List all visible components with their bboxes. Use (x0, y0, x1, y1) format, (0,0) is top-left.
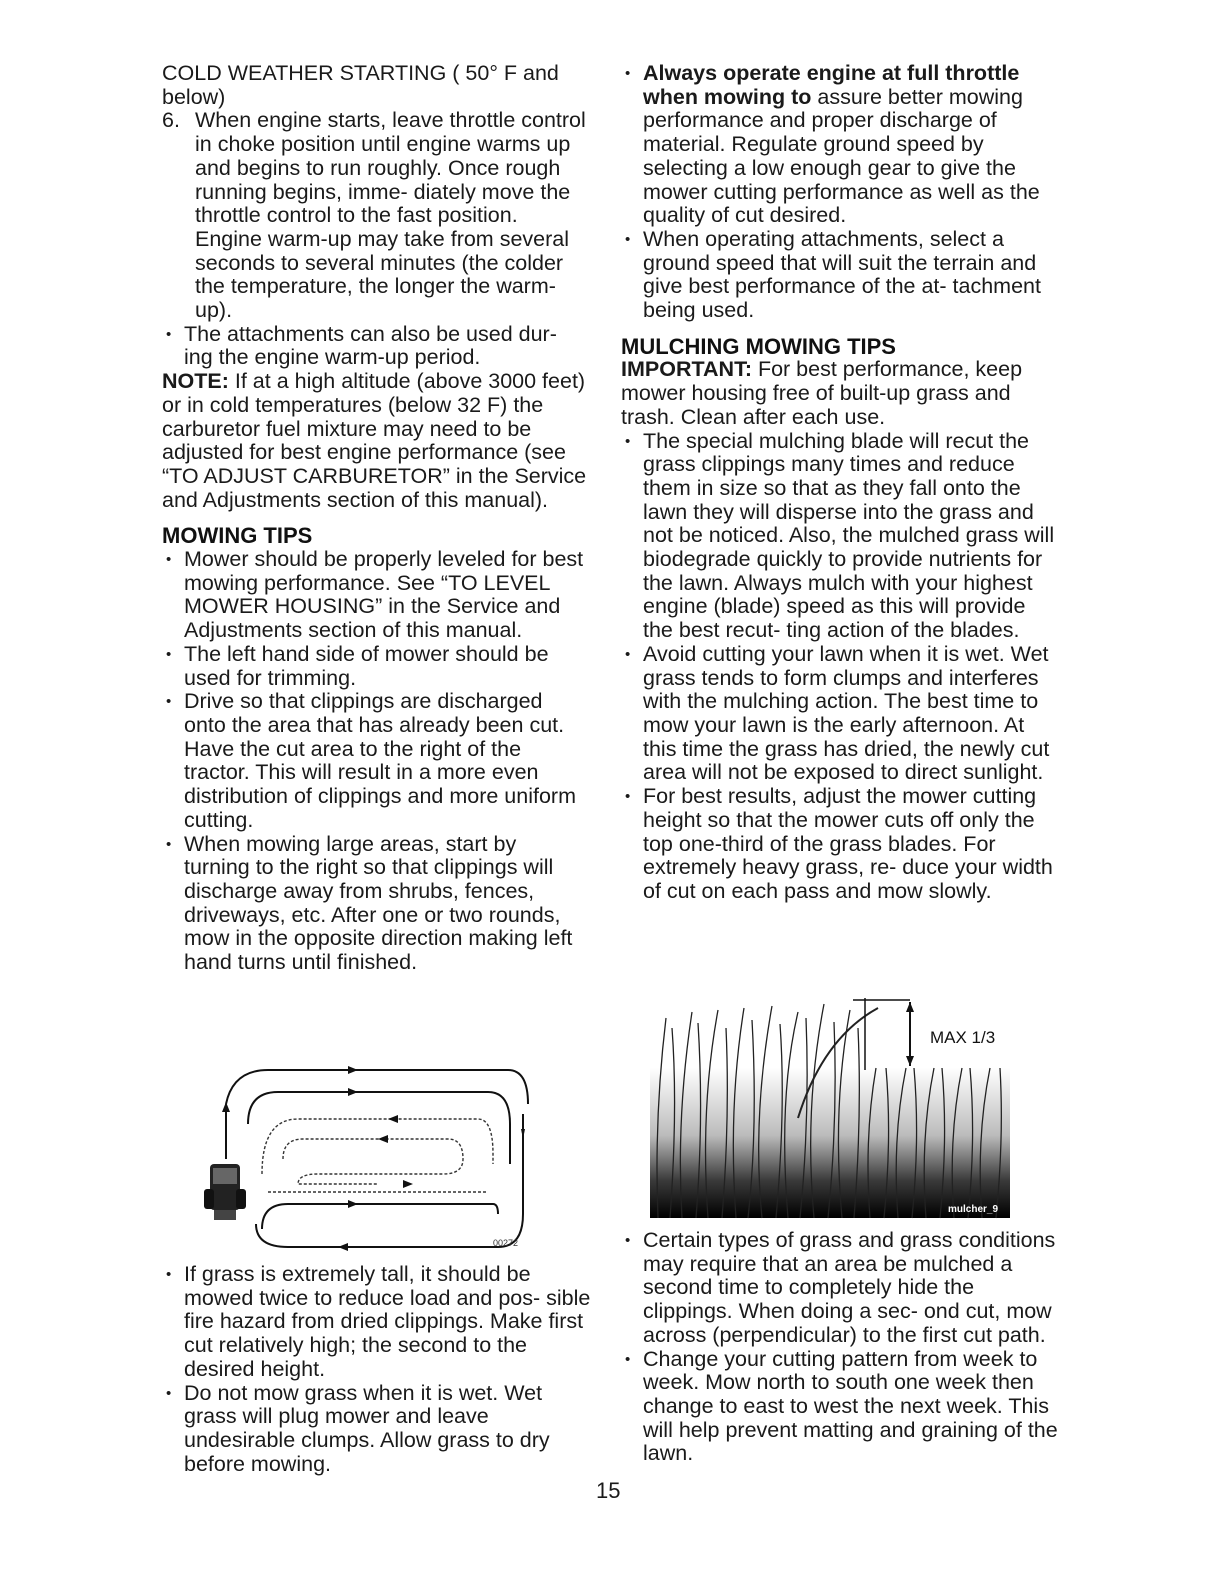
step-6-text: When engine starts, leave throttle control in choke position until engine warms up and begins to run roughly. Once rough running begins, imme- diately move the throttle control to the fast position. Engine warm-up may take from several seconds to several minutes (the colder the temperature, the longer the warm-up). (195, 108, 586, 323)
mowing-tip: • The left hand side of mower should be used for trimming. (162, 643, 587, 690)
mowing-tips-heading: MOWING TIPS (162, 523, 313, 549)
step-6-number: 6. (162, 108, 180, 133)
important-paragraph (621, 358, 1059, 429)
right-column (621, 62, 1059, 904)
grass-cutting-illustration (648, 998, 1013, 1220)
second-cut-list (621, 1229, 1059, 1466)
full-throttle-bold: Always operate engine at full throttle when mowing to (643, 61, 1020, 109)
mulching-tips-list (621, 430, 1059, 904)
tractor-icon (204, 1164, 246, 1220)
wet-grass-tip: • Do not mow grass when it is wet. Wet grass will plug mower and leave undesirable clumps. Allow grass to dry before mowing. (162, 1382, 592, 1477)
arrow-down-icon (906, 1056, 914, 1066)
inner-loop (283, 1139, 463, 1184)
note-label: NOTE: (162, 369, 229, 394)
max-label: MAX 1/3 (930, 1028, 996, 1047)
note-paragraph (162, 370, 587, 512)
outer-path-bottom (256, 1114, 523, 1247)
tall-grass-tip: • If grass is extremely tall, it should be mowed twice to reduce load and pos- sible fire hazard from dried clippings. Make first cut relatively high; the second to the desired height. (162, 1263, 592, 1382)
mulching-tip: • The special mulching blade will recut the grass clippings many times and reduce them in size so that as they fall onto the lawn they will disperse into the grass and not be noticed. Also, the mulched grass will biodegrade quickly to provide nutrients for the lawn. Always mulch with your highest engine (blade) speed as this will provide the best recut- ting action of the blades. (621, 430, 1059, 643)
mowing-pattern-diagram (198, 1064, 533, 1254)
arrow-up-icon (906, 1002, 914, 1012)
attachments-speed-tip: • When operating attachments, select a ground speed that will suit the terrain and give best performance of the at- tachment being used. (621, 228, 1059, 323)
full-throttle-text: assure better mowing performance and proper discharge of material. Regulate ground speed by selecting a low enough gear to give the mower cutting performance as well as the quality of cut desired. (643, 84, 1040, 228)
mowing-tip: • Drive so that clippings are discharged onto the area that has already been cut. Have the cut area to the right of the tractor. This will result in a more even distribution of clippings and more uniform cutting. (162, 690, 587, 832)
full-throttle-tip (621, 62, 1059, 228)
page-number: 15 (596, 1478, 621, 1503)
important-text: For best performance, keep mower housing free of built-up grass and trash. Clean after each use. (621, 357, 1023, 429)
left-column-lower (162, 1263, 592, 1476)
mowing-tips-list (162, 548, 587, 975)
mulching-tip: • Avoid cutting your lawn when it is wet. Wet grass tends to form clumps and interferes with the mulching action. The best time to mow your lawn is the early afternoon. At this time the grass has dried, the newly cut area will not be exposed to direct sunlight. (621, 643, 1059, 785)
second-loop-top (248, 1092, 510, 1164)
step-list (162, 109, 587, 322)
second-cut-tip: • Certain types of grass and grass conditions may require that an area be mulched a second time to completely hide the clippings. When doing a sec- ond cut, mow across (perpendicular) to the first cut path. (621, 1229, 1059, 1348)
left-column (162, 62, 587, 975)
throttle-list (621, 62, 1059, 323)
step-6 (162, 109, 587, 322)
third-loop (262, 1119, 493, 1174)
mulching-tip: • For best results, adjust the mower cutting height so that the mower cuts off only the top one-third of the grass blades. For extremely heavy grass, re- duce your width of cut on each pass and mow slowly. (621, 785, 1059, 904)
tall-grass-list (162, 1263, 592, 1476)
right-column-lower (621, 1229, 1059, 1466)
warmup-list (162, 323, 587, 370)
pattern-change-tip: • Change your cutting pattern from week to week. Mow north to south one week then change to east to west the next week. This will help prevent matting and graining of the lawn. (621, 1348, 1059, 1467)
note-text: If at a high altitude (above 3000 feet) or in cold temperatures (below 32 F) the carburetor fuel mixture may need to be adjusted for best engine performance (see “TO ADJUST CARBURETOR” in the Service and Adjustments section of this manual). (162, 369, 587, 512)
attachments-bullet: • The attachments can also be used dur- ing the engine warm-up period. (162, 323, 587, 370)
outer-path-top (226, 1070, 528, 1104)
cold-weather-heading: COLD WEATHER STARTING ( 50° F and below) (162, 61, 559, 109)
mowing-tip: • When mowing large areas, start by turning to the right so that clippings will discharge away from shrubs, fences, driveways, etc. After one or two rounds, mow in the opposite direction making left hand turns until finished. (162, 833, 587, 975)
mowing-tip: • Mower should be properly leveled for best mowing performance. See “TO LEVEL MOWER HOUSING” in the Service and Adjustments section of this manual. (162, 548, 587, 643)
mulching-tips-heading: MULCHING MOWING TIPS (621, 333, 896, 359)
diagram-code: 00272 (493, 1238, 519, 1248)
second-loop-bottom (262, 1204, 498, 1229)
important-label: IMPORTANT: (621, 357, 752, 382)
image-tag: mulcher_9 (948, 1204, 999, 1215)
